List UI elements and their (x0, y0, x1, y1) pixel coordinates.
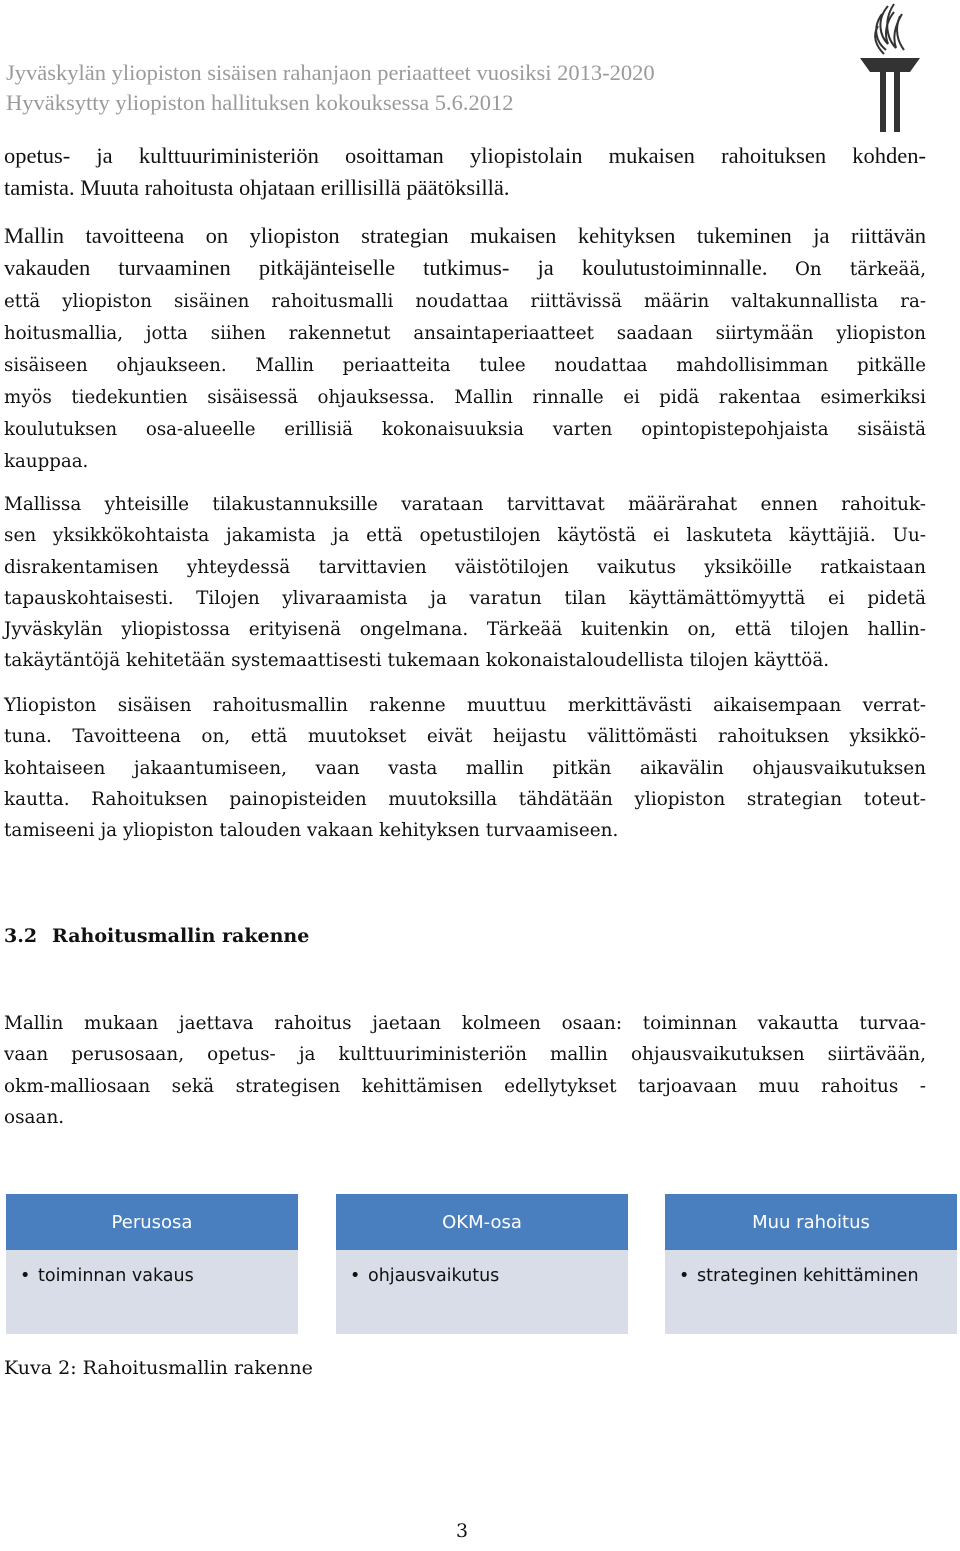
paragraph-line: Mallin tavoitteena on yliopiston strategian mukaisen kehityksen tukeminen ja riittävän (4, 223, 926, 248)
paragraph-line: kauppaa. (4, 451, 89, 472)
diagram-box-item (679, 1266, 919, 1286)
diagram-item-text: ohjausvaikutus (368, 1266, 500, 1286)
paragraph-line: osaan. (4, 1106, 65, 1128)
diagram-box-muu-rahoitus (665, 1194, 957, 1334)
header-title: Jyväskylän yliopiston sisäisen rahanjaon periaatteet vuosiksi 2013-2020 (6, 60, 655, 85)
paragraph-4 (4, 690, 926, 846)
diagram-box-title: OKM-osa (336, 1194, 628, 1250)
bullet-icon: • (20, 1266, 31, 1286)
diagram-item-text: strateginen kehittäminen (697, 1266, 919, 1286)
section-number: 3.2 (4, 925, 38, 947)
bullet-icon: • (679, 1266, 690, 1286)
paragraph-line: myös tiedekuntien sisäisessä ohjauksessa. Mallin rinnalle ei pidä rakentaa esimerkiksi (4, 387, 926, 408)
figure-caption: Kuva 2: Rahoitusmallin rakenne (4, 1357, 313, 1379)
paragraph-line: Mallissa yhteisille tilakustannuksille varataan tarvittavat määrärahat ennen rahoituk- (4, 494, 926, 515)
paragraph-line: opetus- ja kulttuuriministeriön osoittaman yliopistolain mukaisen rahoituksen kohden- (4, 143, 926, 168)
diagram-box-item (20, 1266, 194, 1286)
paragraph-line: tuna. Tavoitteena on, että muutokset eivät heijastu välittömästi rahoituksen yksikkö- (4, 726, 926, 748)
paragraph-line: vaan perusosaan, opetus- ja kulttuuriministeriön mallin ohjausvaikutuksen siirtävään, (4, 1044, 926, 1066)
diagram-box-title: Perusosa (6, 1194, 298, 1250)
paragraph-line: Yliopiston sisäisen rahoitusmallin rakenne muuttuu merkittävästi aikaisempaan verrat- (4, 695, 926, 716)
paragraph-line: Jyväskylän yliopistossa erityisenä ongelmana. Tärkeää kuitenkin on, että tilojen hallin- (4, 619, 926, 641)
document-header (6, 58, 836, 118)
header-approval-note: Hyväksytty yliopiston hallituksen kokouksessa 5.6.2012 (6, 90, 514, 115)
funding-structure-diagram (0, 1190, 960, 1340)
section-title: Rahoitusmallin rakenne (52, 925, 310, 947)
section-heading (4, 920, 309, 952)
bullet-icon: • (350, 1266, 361, 1286)
paragraph-line: okm-malliosaan sekä strategisen kehittämisen edellytykset tarjoavaan muu rahoitus - (4, 1075, 926, 1097)
paragraph-segment: On tärkeää, (795, 259, 926, 280)
diagram-box-okm-osa (336, 1194, 628, 1334)
paragraph-segment: vakauden turvaaminen pitkäjänteiselle tutkimus- ja koulutustoiminnalle. (4, 255, 768, 280)
paragraph-line: disrakentamisen yhteydessä tarvittavien väistötilojen vaikutus yksiköille ratkaistaan (4, 556, 926, 578)
paragraph-line: tapauskohtaisesti. Tilojen ylivaraamista ja varatun tilan käyttämättömyyttä ei pidetä (4, 587, 926, 609)
paragraph-line: tamiseeni ja yliopiston talouden vakaan kehityksen turvaamiseen. (4, 820, 619, 842)
paragraph-3 (4, 489, 926, 677)
paragraph-line: sen yksikkökohtaista jakamista ja että opetustilojen käytöstä ei laskuteta käyttäjiä. Uu- (4, 525, 926, 547)
paragraph-line: takäytäntöjä kehitetään systemaattisesti tukemaan kokonaistaloudellista tilojen käyttöä. (4, 650, 830, 672)
paragraph-line: kautta. Rahoituksen painopisteiden muutoksilla tähdätään yliopiston strategian toteut- (4, 788, 926, 810)
paragraph-2 (4, 220, 926, 478)
paragraph-line: tamista. Muuta rahoitusta ohjataan erillisillä päätöksillä. (4, 175, 510, 200)
paragraph-line: Mallin mukaan jaettava rahoitus jaetaan kolmeen osaan: toiminnan vakautta turvaa- (4, 1013, 926, 1034)
paragraph-5 (4, 1008, 926, 1133)
diagram-box-item (350, 1266, 499, 1286)
paragraph-line: hoitusmallia, jotta siihen rakennetut ansaintaperiaatteet saadaan siirtymään yliopiston (4, 323, 926, 344)
paragraph-line: koulutuksen osa-alueelle erillisiä kokonaisuuksia varten opintopistepohjaista sisäistä (4, 419, 926, 440)
paragraph-1 (4, 140, 926, 204)
diagram-box-title: Muu rahoitus (665, 1194, 957, 1250)
torch-logo-icon (858, 0, 922, 134)
paragraph-line: sisäiseen ohjaukseen. Mallin periaatteita tulee noudattaa mahdollisimman pitkälle (4, 355, 926, 376)
diagram-item-text: toiminnan vakaus (38, 1266, 194, 1286)
paragraph-line: kohtaiseen jakaantumiseen, vaan vasta mallin pitkän aikavälin ohjausvaikutuksen (4, 757, 926, 779)
diagram-box-perusosa (6, 1194, 298, 1334)
paragraph-line-mixed (4, 252, 926, 286)
page-number: 3 (455, 1520, 469, 1542)
paragraph-line: että yliopiston sisäinen rahoitusmalli noudattaa riittävissä määrin valtakunnallista ra- (4, 291, 926, 312)
